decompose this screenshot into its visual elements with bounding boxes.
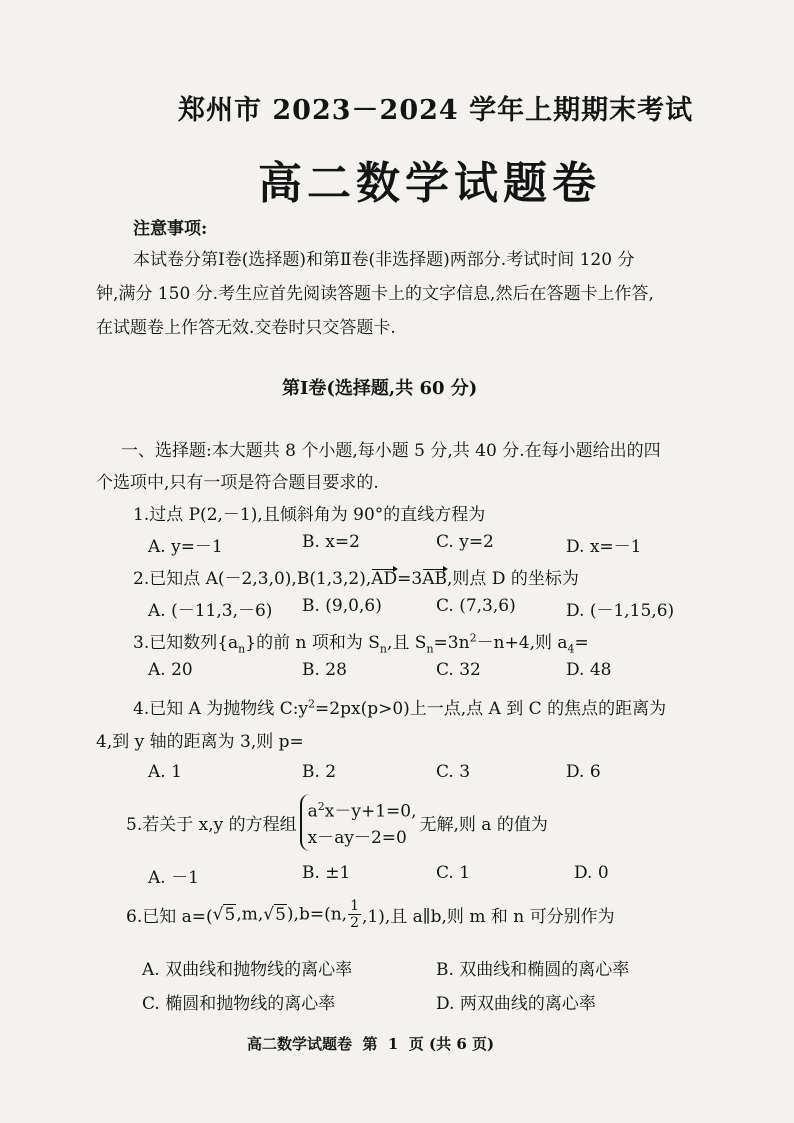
q5-option-b: B. ±1 [302, 863, 351, 883]
q1-option-d: D. x=－1 [566, 537, 642, 557]
question-1-stem: 1.过点 P(2,－1),且倾斜角为 90°的直线方程为 [133, 505, 486, 525]
q6-option-b: B. 双曲线和椭圆的离心率 [436, 960, 630, 980]
paper-title: 高二数学试题卷 [258, 158, 601, 209]
q2-option-a: A. (－11,3,－6) [148, 601, 273, 621]
equation-system: $a^2x-y+1=0$, x－ay－2=0 [300, 794, 417, 851]
q6-option-d: D. 两双曲线的离心率 [436, 994, 596, 1014]
page-footer: 高二数学试题卷 第 1 页 (共 6 页) [247, 1035, 495, 1053]
q3-option-c: C. 32 [436, 660, 481, 680]
q3-option-d: D. 48 [566, 660, 612, 680]
q6-option-a: A. 双曲线和抛物线的离心率 [142, 960, 353, 980]
notice-line-3: 在试题卷上作答无效.交卷时只交答题卡. [96, 318, 396, 338]
question-2-stem: 2.已知点 A(－2,3,0),B(1,3,2),AD=3AB,则点 D 的坐标为 [133, 569, 579, 589]
vector-ad: AD [371, 569, 398, 589]
q5-option-a: A. －1 [148, 868, 199, 888]
exam-title: 郑州市 2023－2024 学年上期期末考试 [178, 95, 694, 126]
question-4-stem-line-2: 4,到 y 轴的距离为 3,则 p= [96, 732, 304, 752]
vector-ab: AB [422, 569, 448, 589]
q4-option-d: D. 6 [566, 762, 601, 782]
notice-line-2: 钟,满分 150 分.考生应首先阅读答题卡上的文字信息,然后在答题卡上作答, [96, 284, 654, 304]
q2-option-d: D. (－1,15,6) [566, 601, 675, 621]
notice-line-1: 本试卷分第Ⅰ卷(选择题)和第Ⅱ卷(非选择题)两部分.考试时间 120 分 [133, 250, 635, 270]
question-6-stem: 6.已知 a=(√5,m,√5),b=(n, $\frac{1}{2}$ ,1),且 a∥b,则 m 和 n 可分别作为 [126, 898, 615, 931]
question-3-stem: 3.已知数列$\{a_n\}$的前 n 项和为 $S_n$,且 $S_n=3n^2-n+4$,则 $a_4=$ [133, 631, 589, 656]
q4-option-c: C. 3 [436, 762, 471, 782]
section-1-intro-line-1: 一、选择题:本大题共 8 个小题,每小题 5 分,共 40 分.在每小题给出的四 [121, 441, 661, 461]
q1-option-a: A. y=－1 [148, 537, 223, 557]
q3-option-b: B. 28 [302, 660, 347, 680]
q2-option-b: B. (9,0,6) [302, 596, 382, 616]
question-4-stem-line-1: 4.已知 A 为抛物线 $C:y^2=2px(p>0)$上一点,点 A 到 C 的焦点的距离为 [133, 697, 667, 719]
notice-heading: 注意事项: [133, 219, 208, 239]
question-5-stem: 5.若关于 x,y 的方程组 $a^2x-y+1=0$, x－ay－2=0 无解,则 a 的值为 [126, 794, 548, 851]
section-1-title: 第Ⅰ卷(选择题,共 60 分) [282, 378, 478, 399]
q4-option-b: B. 2 [302, 762, 337, 782]
q3-option-a: A. 20 [148, 660, 193, 680]
q5-option-d: D. 0 [574, 863, 609, 883]
q1-option-c: C. y=2 [436, 532, 494, 552]
q6-option-c: C. 椭圆和抛物线的离心率 [142, 994, 336, 1014]
q2-option-c: C. (7,3,6) [436, 596, 516, 616]
q1-option-b: B. x=2 [302, 532, 360, 552]
section-1-intro-line-2: 个选项中,只有一项是符合题目要求的. [96, 473, 379, 493]
fraction-one-half: $\frac{1}{2}$ [350, 898, 359, 931]
q4-option-a: A. 1 [148, 762, 182, 782]
q5-option-c: C. 1 [436, 863, 471, 883]
